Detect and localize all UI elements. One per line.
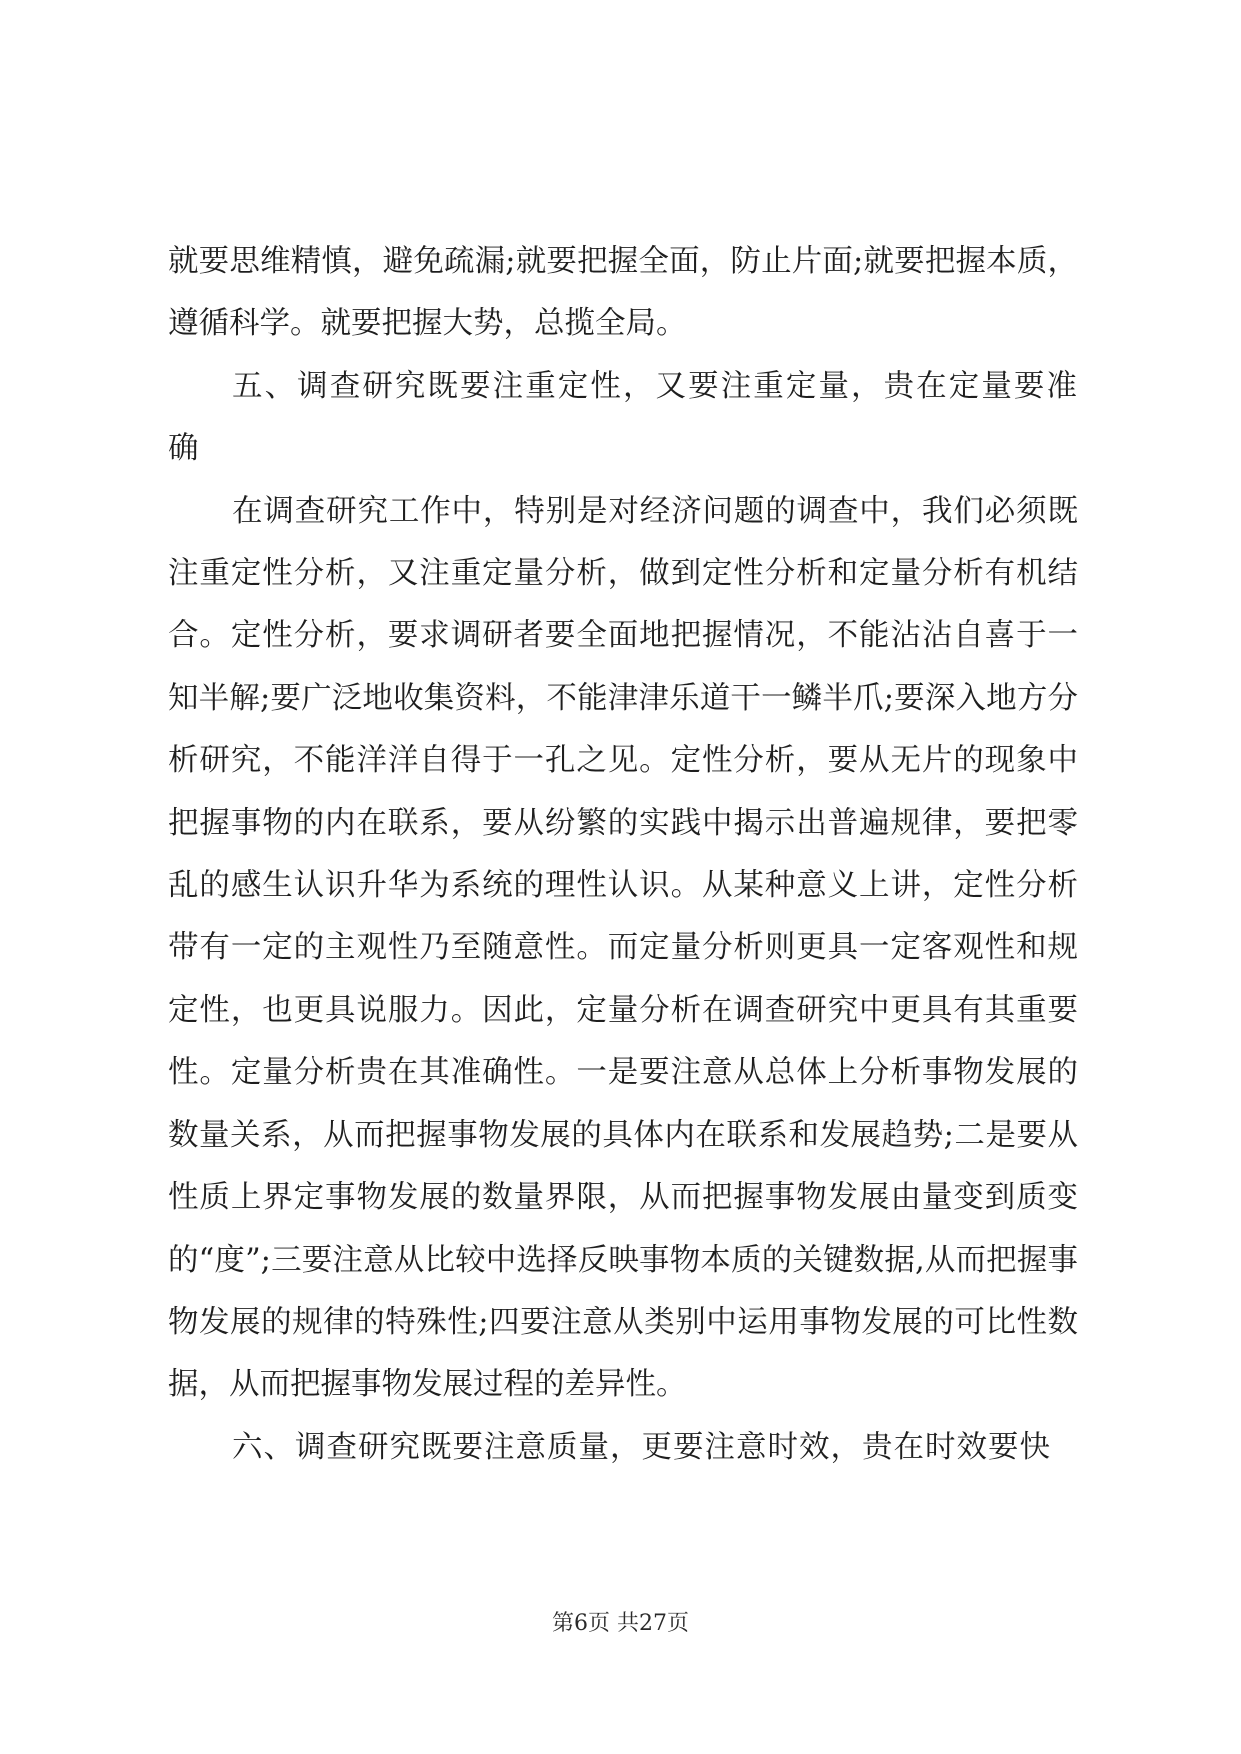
section-heading-5: 五、调查研究既要注重定性，又要注重定量，贵在定量要准确 <box>168 368 1078 467</box>
paragraph-continuation: 就要思维精慎，避免疏漏;就要把握全面，防止片面;就要把握本质，遵循科学。就要把握大势，总揽全局。 <box>168 244 1078 342</box>
paragraph-body: 在调查研究工作中，特别是对经济问题的调查中，我们必须既注重定性分析，又注重定量分析，做到定性分析和定量分析有机结合。定性分析，要求调研者要全面地把握情况，不能沾沾自喜于一知半解;要广泛地收集资料，不能津津乐道干一鳞半爪;要深入地方分析研究，不能洋洋自得于一孔之见。定性分析，要从无片的现象中把握事物的内在联系，要从纷繁的实践中揭示出普遍规律，要把零乱的感生认识升华为系统的理性认识。从某种意义上讲，定性分析带有一定的主观性乃至随意性。而定量分析则更具一定客观性和规定性，也更具说服力。因此，定量分析在调查研究中更具有其重要性。定量分析贵在其准确性。一是要注意从总体上分析事物发展的数量关系，从而把握事物发展的具体内在联系和发展趋势;二是要从性质上界定事物发展的数量界限，从而把握事物发展由量变到质变的“度”;三要注意从比较中选择反映事物本质的关键数据,从而把握事物发展的规律的特殊性;四要注意从类别中运用事物发展的可比性数据，从而把握事物发展过程的差异性。 <box>168 493 1078 1403</box>
section-heading-6: 六、调查研究既要注意质量，更要注意时效，贵在时效要快 <box>232 1429 1051 1465</box>
page-footer: 第6页 共27页 <box>552 1611 689 1636</box>
document-body <box>168 231 1078 1479</box>
